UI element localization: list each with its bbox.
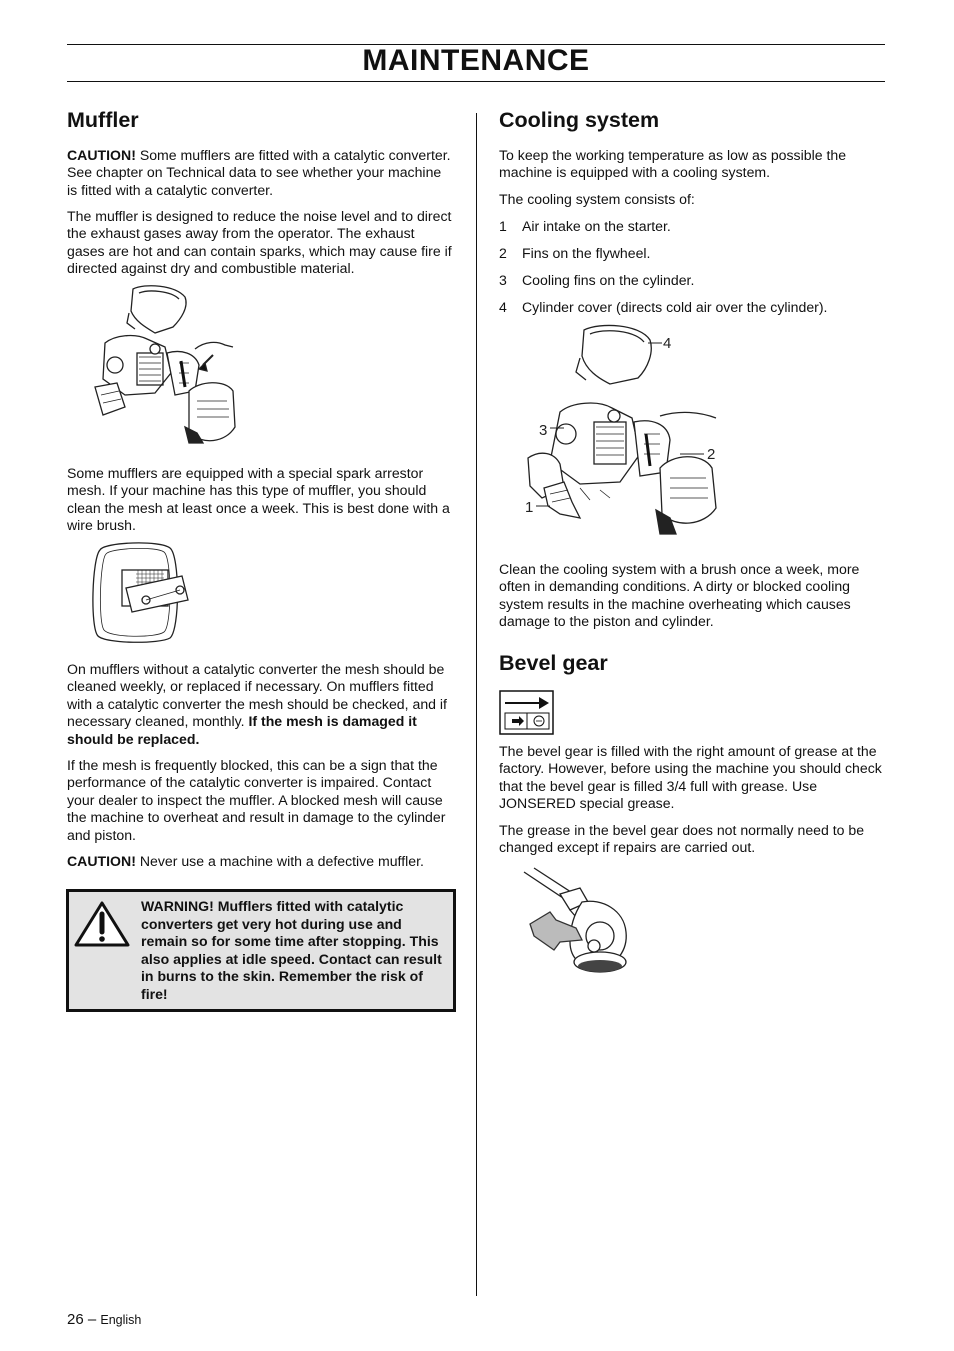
callout-2: 2 [707, 446, 716, 463]
warning-text: WARNING! Mufflers fitted with catalytic converters get very hot during use and remain so for some time after stopping. This also applies at idle speed. Contact can result in burns to the skin. Remember the risk of fire! [141, 898, 442, 1002]
bevel-gear-illustration [520, 866, 635, 978]
service-interval-icon [499, 690, 555, 736]
caution-text: Some mufflers are fitted with a catalytic converter. See chapter on Technical data to see whether your machine is fitted with a catalytic converter. [67, 147, 451, 198]
list-number: 3 [499, 272, 507, 288]
callout-1: 1 [525, 499, 534, 516]
paragraph-text: On mufflers without a catalytic converter the mesh should be cleaned weekly, or replaced if necessary. On mufflers fitted with a catalytic converter the mesh should be checked, and if necessary cleaned, monthly. [67, 661, 447, 730]
spark-arrestor-muffler-illustration [90, 540, 200, 645]
cooling-list [499, 218, 885, 316]
list-text: Air intake on the starter. [522, 218, 671, 234]
list-number: 1 [499, 218, 507, 234]
cooling-system-heading: Cooling system [499, 108, 660, 132]
bevel-paragraph-1: The bevel gear is filled with the right amount of grease at the factory. However, before using the machine you should check that the bevel gear is filled 3/4 full with grease. Use JONSERED special grease. [499, 743, 882, 812]
warning-box [66, 889, 456, 1012]
page-footer [67, 1311, 141, 1328]
cooling-consists: The cooling system consists of: [499, 191, 695, 207]
cooling-intro: To keep the working temperature as low as possible the machine is equipped with a cooling system. [499, 147, 847, 181]
column-divider [476, 113, 477, 1296]
list-item [499, 272, 885, 289]
list-number: 4 [499, 299, 507, 315]
muffler-paragraph-2: Some mufflers are equipped with a special spark arrestor mesh. If your machine has this type of muffler, you should clean the mesh at least once a week. This is best done with a wire brush. [67, 465, 450, 534]
muffler-paragraph-4: If the mesh is frequently blocked, this can be a sign that the performance of the catalytic converter is impaired. Contact your dealer to inspect the muffler. A blocked mesh will cause the machine to overheat and result in damage to the cylinder and piston. [67, 757, 446, 843]
caution-label: CAUTION! [67, 147, 136, 163]
muffler-paragraph-1: The muffler is designed to reduce the noise level and to direct the exhaust gases away from the operator. The exhaust gases are hot and can contain sparks, which may cause fire if directed against dry and combustible material. [67, 208, 452, 277]
footer-language: English [100, 1313, 142, 1327]
list-item [499, 218, 885, 235]
muffler-paragraph-3 [67, 661, 455, 748]
list-item [499, 299, 885, 316]
muffler-caution-2 [67, 853, 455, 870]
page-title: MAINTENANCE [362, 44, 590, 77]
cooling-system-illustration [520, 322, 730, 547]
list-text: Fins on the flywheel. [522, 245, 651, 261]
muffler-machine-illustration [85, 283, 245, 448]
paragraph-bold-text: If the mesh is damaged it should be replaced. [67, 713, 417, 747]
caution-text: Never use a machine with a defective muffler. [135, 853, 424, 869]
page-number: 26 [67, 1311, 84, 1328]
callout-3: 3 [539, 422, 548, 439]
caution-label: CAUTION! [67, 853, 136, 869]
warning-triangle-icon [73, 900, 131, 948]
bevel-gear-heading: Bevel gear [499, 651, 608, 675]
bevel-paragraph-2: The grease in the bevel gear does not normally need to be changed except if repairs are carried out. [499, 822, 865, 856]
list-number: 2 [499, 245, 507, 261]
muffler-heading: Muffler [67, 108, 139, 132]
cooling-clean-paragraph: Clean the cooling system with a brush once a week, more often in demanding conditions. A dirty or blocked cooling system results in the machine overheating which causes damage to the piston and cylinder. [499, 561, 860, 630]
list-text: Cooling fins on the cylinder. [522, 272, 695, 288]
footer-dash: – [83, 1311, 101, 1328]
callout-4: 4 [663, 335, 672, 352]
muffler-caution-1 [67, 147, 455, 199]
list-text: Cylinder cover (directs cold air over the cylinder). [522, 299, 828, 315]
list-item [499, 245, 885, 262]
header-bottom-rule [67, 81, 885, 82]
